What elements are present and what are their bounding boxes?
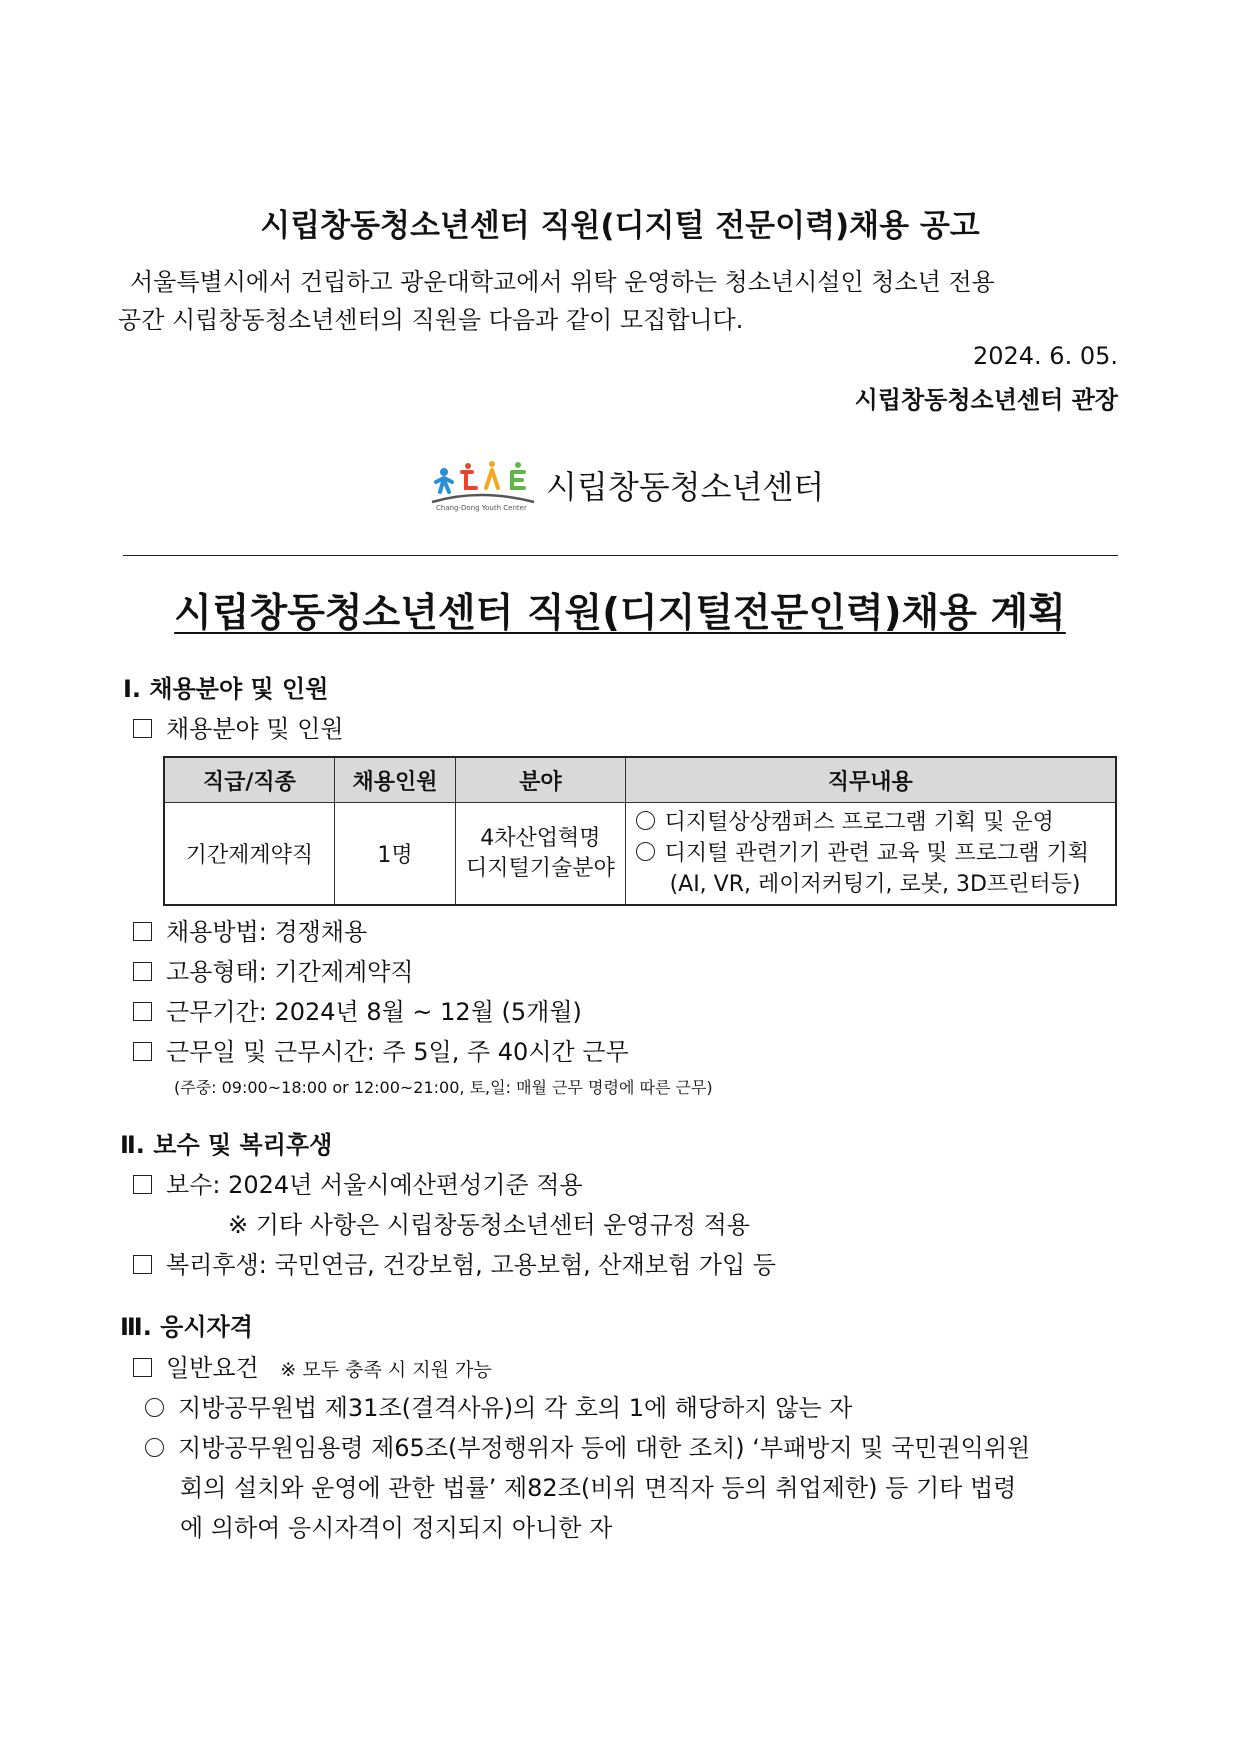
pay-note: ※ 기타 사항은 시립창동청소년센터 운영규정 적용 xyxy=(228,1211,750,1239)
circle-bullet-icon xyxy=(636,842,655,861)
section-2-heading: Ⅱ. 보수 및 복리후생 xyxy=(120,1131,333,1159)
divider xyxy=(123,555,1118,556)
checkbox-icon xyxy=(133,1255,152,1274)
checkbox-icon xyxy=(133,1175,152,1194)
item-pay-text: 보수: 2024년 서울시예산편성기준 적용 xyxy=(166,1171,583,1199)
item-hours xyxy=(133,1032,629,1067)
cell-count: 1명 xyxy=(334,803,456,906)
circle-bullet-icon xyxy=(145,1398,164,1417)
item-general-text: 일반요건 xyxy=(166,1354,259,1382)
general-note: ※ 모두 충족 시 지원 가능 xyxy=(280,1359,492,1381)
checkbox-icon xyxy=(133,1002,152,1021)
item-pay xyxy=(133,1165,583,1200)
duty-1 xyxy=(636,807,1105,838)
duty-3: (AI, VR, 레이저커팅기, 로봇, 3D프린터등) xyxy=(669,872,1081,897)
req-1-text: 지방공무원법 제31조(결격사유)의 각 호의 1에 해당하지 않는 자 xyxy=(178,1394,853,1422)
item-employment-text: 고용형태: 기간제계약직 xyxy=(166,958,414,986)
section-1-sub-text: 채용분야 및 인원 xyxy=(166,715,344,743)
plan-title xyxy=(0,582,1240,638)
checkbox-icon xyxy=(133,962,152,981)
hours-note: (주중: 09:00~18:00 or 12:00~21:00, 토,일: 매월 근무 명령에 따른 근무) xyxy=(174,1078,713,1097)
cell-duty xyxy=(625,803,1116,906)
field-line-2: 디지털기술분야 xyxy=(466,855,615,881)
cell-field xyxy=(456,803,625,906)
notice-date: 2024. 6. 05. xyxy=(972,342,1118,370)
job-table xyxy=(163,756,1117,906)
item-period-text: 근무기간: 2024년 8월 ~ 12월 (5개월) xyxy=(166,998,582,1026)
req-2-line-3: 에 의하여 응시자격이 정지되지 아니한 자 xyxy=(180,1514,613,1542)
header-rank: 직급/직종 xyxy=(164,757,334,803)
header-count: 채용인원 xyxy=(334,757,456,803)
item-general xyxy=(133,1348,492,1383)
checkbox-icon xyxy=(133,1358,152,1377)
item-method xyxy=(133,912,367,947)
checkbox-icon xyxy=(133,1042,152,1061)
duty-1-text: 디지털상상캠퍼스 프로그램 기획 및 운영 xyxy=(664,810,1054,835)
notice-title: 시립창동청소년센터 직원(디지털 전문이력)채용 공고 xyxy=(260,208,980,244)
section-1-heading: Ⅰ. 채용분야 및 인원 xyxy=(123,675,329,703)
intro-line-1: 서울특별시에서 건립하고 광운대학교에서 위탁 운영하는 청소년시설인 청소년 전용 xyxy=(130,268,995,296)
table-row xyxy=(164,803,1116,906)
plan-title-text: 시립창동청소년센터 직원(디지털전문인력)채용 계획 xyxy=(174,591,1066,636)
logo-name: 시립창동청소년센터 xyxy=(546,468,825,506)
item-method-text: 채용방법: 경쟁채용 xyxy=(166,918,368,946)
header-field: 분야 xyxy=(456,757,625,803)
req-2-line-1: 지방공무원임용령 제65조(부정행위자 등에 대한 조치) ‘부패방지 및 국민권익위원 xyxy=(178,1434,1031,1462)
section-3-heading: Ⅲ. 응시자격 xyxy=(120,1313,253,1341)
item-welfare xyxy=(133,1245,776,1280)
section-1-sub xyxy=(133,709,344,744)
header-duty: 직무내용 xyxy=(625,757,1116,803)
item-period xyxy=(133,992,582,1027)
item-hours-text: 근무일 및 근무시간: 주 5일, 주 40시간 근무 xyxy=(166,1038,629,1066)
logo-tagline: Chang-Dong Youth Center xyxy=(436,504,527,512)
req-2 xyxy=(145,1428,1030,1463)
cell-rank: 기간제계약직 xyxy=(164,803,334,906)
intro-line-2: 공간 시립창동청소년센터의 직원을 다음과 같이 모집합니다. xyxy=(118,306,744,334)
req-2-line-2: 회의 설치와 운영에 관한 법률’ 제82조(비위 면직자 등의 취업제한) 등 기타 법령 xyxy=(180,1474,1017,1502)
checkbox-icon xyxy=(133,719,152,738)
center-logo xyxy=(430,458,830,518)
duty-2-text: 디지털 관련기기 관련 교육 및 프로그램 기획 xyxy=(664,841,1090,866)
item-employment xyxy=(133,952,414,987)
item-welfare-text: 복리후생: 국민연금, 건강보험, 고용보험, 산재보험 가입 등 xyxy=(166,1251,776,1279)
duty-2 xyxy=(636,838,1105,869)
field-line-1: 4차산업혁명 xyxy=(480,825,601,851)
circle-bullet-icon xyxy=(636,811,655,830)
notice-signature: 시립창동청소년센터 관장 xyxy=(854,386,1118,414)
checkbox-icon xyxy=(133,922,152,941)
table-header-row xyxy=(164,757,1116,803)
circle-bullet-icon xyxy=(145,1438,164,1457)
req-1 xyxy=(145,1388,852,1423)
